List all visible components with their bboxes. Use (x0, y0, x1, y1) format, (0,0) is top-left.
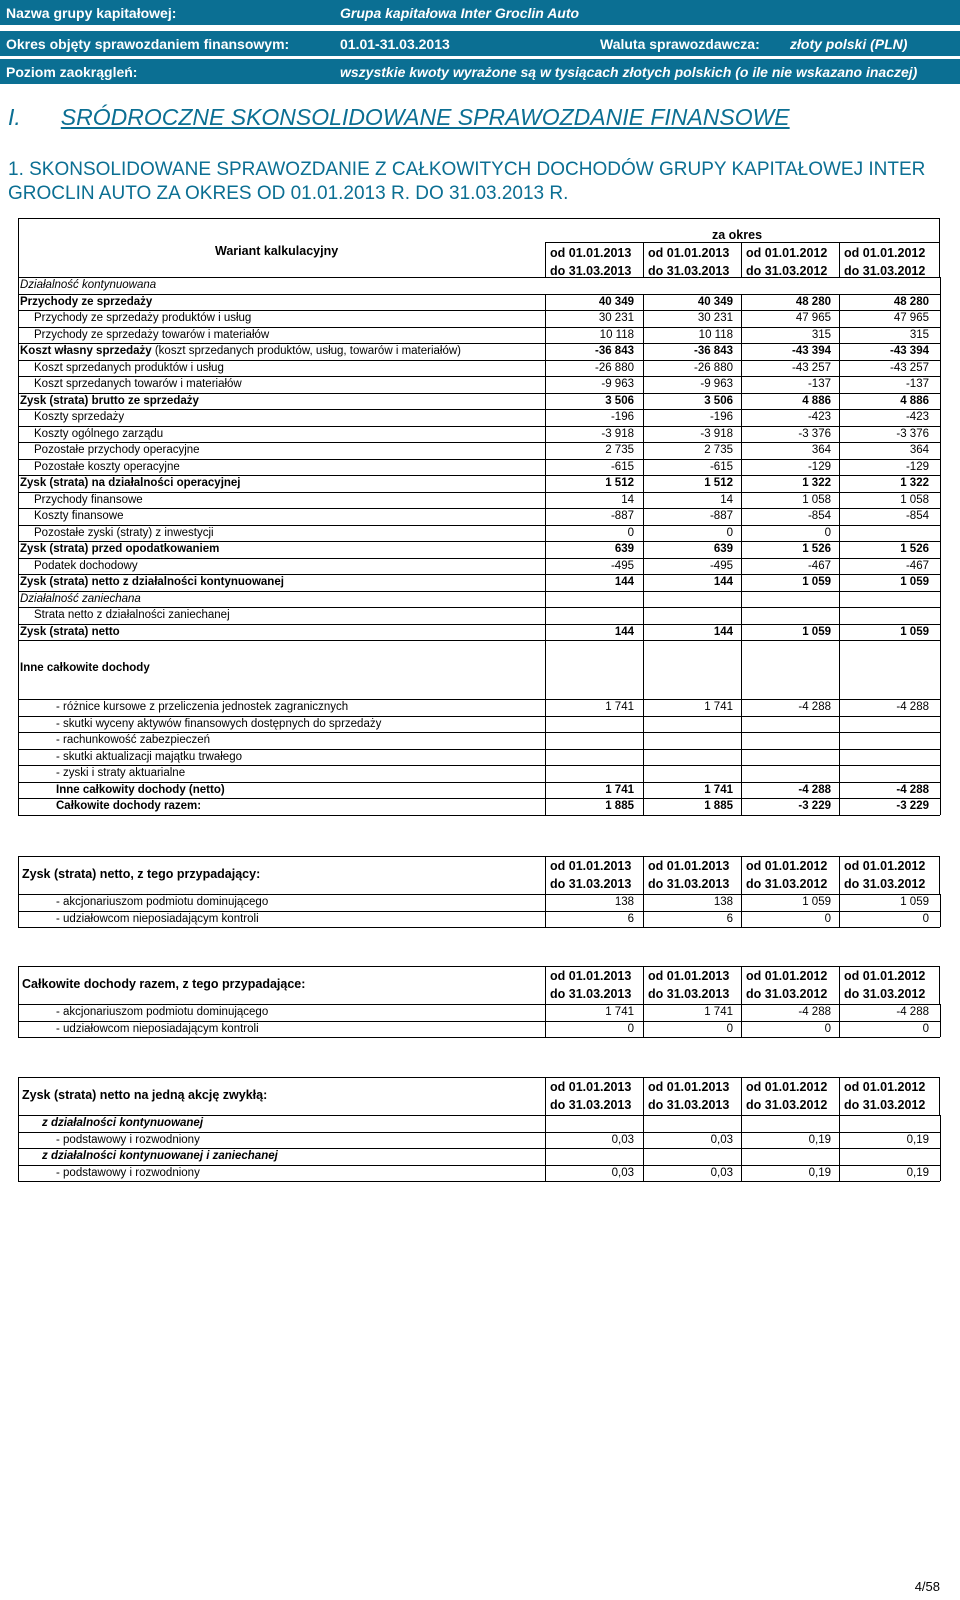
table-cell-value: -26 880 (594, 361, 634, 374)
table-cell-value: -3 376 (798, 427, 831, 440)
grid-line (643, 1004, 644, 1037)
grid-line (545, 242, 546, 277)
table-cell-value: -423 (905, 411, 929, 423)
period-header: do 31.03.2012 (844, 987, 926, 1001)
grid-line (545, 294, 546, 641)
table-cell-value: 40 349 (598, 295, 634, 308)
table-cell-value: -423 (807, 411, 831, 423)
row-label-text: Zysk (strata) netto (20, 625, 120, 638)
grid-line (18, 277, 19, 640)
table-cell-value: 1 526 (802, 543, 831, 555)
table-cell-value: 0,19 (808, 1166, 831, 1179)
period-header: do 31.03.2013 (648, 264, 730, 278)
table-cell-value: 1 322 (802, 477, 831, 489)
table-cell-value: -3 229 (798, 800, 831, 812)
table-cell-value: 138 (614, 896, 634, 908)
table-cell-value: -9 963 (601, 378, 634, 390)
period-header: od 01.01.2012 (844, 859, 926, 873)
table-row-label: - rachunkowość zabezpieczeń (56, 734, 211, 746)
table-cell-value: -4 288 (798, 783, 831, 796)
row-label-text: Podatek dochodowy (34, 559, 138, 572)
table-row-label (34, 376, 242, 392)
grid-line (545, 966, 546, 1004)
table-cell-value: 10 118 (698, 328, 733, 341)
table-cell-value: 639 (614, 543, 634, 555)
table-row-label (20, 624, 120, 640)
table-cell-value: -196 (709, 411, 733, 423)
table-cell-value: 1 885 (605, 800, 634, 812)
table-cell-value: 1 741 (704, 783, 733, 796)
period-header: od 01.01.2013 (550, 969, 632, 983)
table-row-label (20, 574, 284, 590)
period-header: do 31.03.2012 (844, 1098, 926, 1112)
grid-line (18, 927, 940, 928)
table-row-label (34, 409, 124, 425)
table-cell-value: -4 288 (798, 701, 831, 713)
period-header: do 31.03.2012 (746, 877, 828, 891)
table-cell-value: -4 288 (798, 1006, 831, 1018)
row-label-text: Strata netto z działalności zaniechanej (34, 609, 230, 621)
table-cell-value: 0 (726, 1022, 733, 1035)
table-cell-value: 47 965 (795, 312, 831, 324)
table-cell-value: -3 918 (700, 427, 733, 440)
section-title (8, 104, 790, 131)
table-cell-value: -495 (709, 559, 733, 572)
table-cell-value: 3 506 (704, 394, 733, 407)
table-cell-value: 1 059 (900, 576, 929, 588)
period-header: od 01.01.2012 (844, 1080, 926, 1094)
table-cell-value: 1 059 (802, 625, 831, 638)
table-cell-value: 1 741 (605, 701, 634, 713)
table-cell-value: 0,19 (808, 1133, 831, 1146)
table-cell-value: 0 (824, 1022, 831, 1035)
grid-line (18, 1181, 940, 1182)
table-cell-value: -26 880 (693, 361, 733, 374)
grid-line (839, 1115, 840, 1181)
table-row-label: - podstawowy i rozwodniony (56, 1133, 200, 1146)
table-cell-value: 2 735 (704, 444, 733, 456)
table-cell-value: 138 (713, 896, 733, 908)
table-cell-value: 10 118 (599, 328, 634, 341)
table-row-label: - udziałowcom nieposiadającym kontroli (56, 1022, 259, 1035)
table-cell-value: 40 349 (697, 295, 733, 308)
table-cell-value: 0,03 (611, 1166, 634, 1179)
table-cell-value: -43 394 (791, 345, 831, 357)
section-title-text: SRÓDROCZNE SKONSOLIDOWANE SPRAWOZDANIE FINANSOWE (60, 104, 790, 130)
period-header: do 31.03.2013 (550, 1098, 632, 1112)
table-row-label (34, 360, 224, 376)
table-cell-value: -3 918 (601, 427, 634, 440)
table-cell-value: 14 (720, 493, 733, 506)
table-cell-value: 48 280 (795, 295, 831, 308)
table-cell-value: -9 963 (700, 378, 733, 390)
table-row-label (20, 277, 156, 293)
grid-line (839, 894, 840, 927)
table-cell-value: -615 (610, 460, 634, 473)
table-title: Zysk (strata) netto, z tego przypadający: (22, 867, 261, 881)
table-cell-value: 1 885 (704, 800, 733, 812)
table-row-label (34, 459, 180, 475)
grid-line (741, 1077, 742, 1115)
grid-line (18, 1037, 940, 1038)
row-label-text: Koszt własny sprzedaży (20, 345, 152, 357)
row-label-text: Koszt sprzedanych towarów i materiałów (34, 378, 242, 390)
table-cell-value: 47 965 (893, 312, 929, 324)
table-cell-value: -196 (610, 411, 634, 423)
grid-line (741, 242, 742, 277)
table-row-label: - podstawowy i rozwodniony (56, 1166, 200, 1179)
group-value: Grupa kapitałowa Inter Groclin Auto (340, 5, 580, 21)
table-cell-value: 1 058 (900, 493, 929, 506)
period-header: do 31.03.2012 (844, 877, 926, 891)
table-cell-value: -4 288 (896, 1006, 929, 1018)
period-header: od 01.01.2012 (746, 859, 828, 873)
grid-line (643, 1115, 644, 1181)
table-cell-value: 4 886 (900, 394, 929, 407)
table-row-label: - akcjonariuszom podmiotu dominującego (56, 896, 269, 908)
grid-line (839, 242, 840, 277)
grid-line (545, 640, 546, 815)
table-row-label (34, 492, 143, 508)
grid-line (643, 640, 644, 815)
period-value: 01.01-31.03.2013 (340, 36, 450, 52)
grid-line (18, 815, 940, 816)
period-header: do 31.03.2012 (746, 987, 828, 1001)
grid-line (18, 1004, 19, 1037)
grid-line (839, 1004, 840, 1037)
grid-line (839, 966, 840, 1004)
table-row-label (34, 442, 200, 458)
grid-line (643, 1077, 644, 1115)
table-cell-value: 1 741 (704, 701, 733, 713)
row-label-text: Koszty ogólnego zarządu (34, 427, 164, 440)
table-row-label (34, 327, 269, 343)
table-cell-value: 1 741 (605, 783, 634, 796)
row-label-text: Zysk (strata) netto z działalności kontynuowanej (20, 576, 284, 588)
grid-line (940, 894, 941, 927)
table-cell-value: 1 741 (704, 1006, 733, 1018)
table-cell-value: 6 (726, 912, 733, 925)
table-cell-value: 4 886 (802, 394, 831, 407)
header-row-period (0, 31, 960, 57)
period-header: do 31.03.2012 (844, 264, 926, 278)
row-label-text: Pozostałe zyski (straty) z inwestycji (34, 526, 214, 539)
period-header: do 31.03.2012 (746, 264, 828, 278)
period-header: od 01.01.2012 (746, 246, 828, 260)
table-cell-value: 1 526 (900, 543, 929, 555)
table-cell-value: 48 280 (893, 295, 929, 308)
table-row-label (34, 310, 251, 326)
period-header: od 01.01.2012 (844, 246, 926, 260)
table-cell-value: 14 (621, 493, 634, 506)
table-cell-value: 0,03 (611, 1133, 634, 1146)
period-header: do 31.03.2013 (648, 877, 730, 891)
table-row-label: z działalności kontynuowanej i zaniechanej (42, 1150, 278, 1162)
page-number: 4/58 (914, 1579, 940, 1594)
grid-line (940, 1004, 941, 1037)
table-cell-value: 364 (811, 444, 831, 456)
table-row-label (34, 525, 214, 541)
row-label-text: Koszty finansowe (34, 510, 124, 522)
table-cell-value: 315 (811, 328, 831, 341)
grid-line (940, 277, 941, 640)
grid-line (18, 591, 940, 592)
table-cell-value: -137 (905, 378, 929, 390)
za-okres-label: za okres (712, 228, 763, 242)
table-row-label (20, 393, 199, 409)
grid-line (741, 294, 742, 641)
grid-line (741, 966, 742, 1004)
grid-line (18, 640, 19, 815)
table-cell-value: -467 (905, 559, 929, 572)
table-cell-value: -36 843 (594, 345, 634, 357)
table-cell-value: -467 (807, 559, 831, 572)
table-row-label: - różnice kursowe z przeliczenia jednostek zagranicznych (56, 701, 349, 713)
header-row-group (0, 0, 960, 26)
grid-line (545, 1077, 546, 1115)
table-cell-value: 30 231 (697, 312, 733, 324)
grid-line (741, 640, 742, 815)
row-label-text: Koszt sprzedanych produktów i usług (34, 361, 224, 374)
grid-line (545, 1115, 546, 1181)
period-header: od 01.01.2013 (648, 246, 730, 260)
row-label-text: Koszty sprzedaży (34, 411, 125, 423)
other-income-label: Inne całkowite dochody (20, 662, 150, 674)
table-row-label (34, 558, 138, 574)
row-label-text: Przychody ze sprzedaży towarów i materiałów (34, 328, 270, 341)
grid-line (643, 894, 644, 927)
grid-line (839, 294, 840, 641)
rounding-value: wszystkie kwoty wyrażone są w tysiącach złotych polskich (o ile nie wskazano inaczej) (340, 64, 918, 80)
row-label-text: Przychody ze sprzedaży (20, 295, 153, 308)
table-cell-value: 144 (713, 625, 733, 638)
table-cell-value: 1 059 (802, 576, 831, 588)
table-cell-value: 0,19 (906, 1166, 929, 1179)
grid-line (545, 242, 940, 243)
grid-line (643, 294, 644, 641)
table-cell-value: 1 059 (802, 896, 831, 908)
table-cell-value: 144 (713, 576, 733, 588)
table-cell-value: 2 735 (605, 444, 634, 456)
grid-line (839, 1077, 840, 1115)
table-row-label: - skutki aktualizacji majątku trwałego (56, 750, 242, 763)
table-cell-value: -36 843 (693, 345, 733, 357)
row-label-text: Zysk (strata) brutto ze sprzedaży (20, 394, 199, 407)
table-cell-value: 30 231 (598, 312, 634, 324)
section-number: I. (8, 104, 21, 130)
statement-title: 1. SKONSOLIDOWANE SPRAWOZDANIE Z CAŁKOWITYCH DOCHODÓW GRUPY KAPITAŁOWEJ INTER GROCLIN AUTO ZA OKRES OD 01.01.2013 R. DO 31.03.2013 R. (8, 159, 926, 204)
grid-line (643, 966, 644, 1004)
grid-line (18, 640, 940, 641)
table-cell-value: 3 506 (605, 394, 634, 407)
table-cell-value: -3 376 (896, 427, 929, 440)
variant-label: Wariant kalkulacyjny (215, 244, 339, 258)
grid-line (18, 1115, 19, 1181)
table-cell-value: 1 512 (704, 477, 733, 489)
currency-label: Waluta sprawozdawcza: (600, 36, 760, 52)
row-label-text: Przychody finansowe (34, 493, 143, 506)
table-row-label (20, 294, 152, 310)
table-cell-value: -43 257 (889, 361, 929, 374)
rounding-label: Poziom zaokrągleń: (6, 64, 138, 80)
row-label-text: Pozostałe koszty operacyjne (34, 460, 180, 473)
table-title: Całkowite dochody razem, z tego przypadające: (22, 977, 306, 991)
grid-line (940, 1115, 941, 1181)
table-row-label: z działalności kontynuowanej (42, 1117, 204, 1129)
table-cell-value: -129 (807, 460, 831, 473)
currency-value: złoty polski (PLN) (790, 36, 908, 52)
row-label-text: Zysk (strata) przed opodatkowaniem (20, 543, 220, 555)
period-header: do 31.03.2013 (550, 877, 632, 891)
header-row-rounding (0, 59, 960, 85)
table-row-label (20, 591, 141, 607)
grid-line (839, 856, 840, 894)
table-cell-value: -887 (610, 510, 634, 522)
table-cell-value: 0 (824, 526, 831, 539)
row-label-suffix: (koszt sprzedanych produktów, usług, towarów i materiałów) (151, 345, 462, 357)
table-cell-value: 0 (922, 1022, 929, 1035)
grid-line (643, 242, 644, 277)
period-header: od 01.01.2013 (648, 859, 730, 873)
grid-line (741, 1004, 742, 1037)
row-label-text: Pozostałe przychody operacyjne (34, 444, 200, 456)
period-header: od 01.01.2013 (550, 859, 632, 873)
grid-line (545, 1004, 546, 1037)
table-cell-value: -887 (709, 510, 733, 522)
table-cell-value: -43 394 (889, 345, 929, 357)
row-label-text: Działalność kontynuowana (20, 279, 157, 291)
period-header: od 01.01.2013 (550, 1080, 632, 1094)
table-row-label (20, 343, 461, 359)
table-row-label (20, 475, 241, 491)
table-row-label (34, 426, 163, 442)
table-title: Zysk (strata) netto na jedną akcję zwykłą: (22, 1088, 268, 1102)
row-label-text: Zysk (strata) na działalności operacyjnej (20, 477, 241, 489)
period-header: do 31.03.2013 (648, 1098, 730, 1112)
period-header: od 01.01.2012 (746, 1080, 828, 1094)
table-row-label: Inne całkowity dochody (netto) (56, 783, 225, 796)
table-cell-value: -3 229 (896, 800, 929, 812)
grid-line (545, 856, 546, 894)
group-label: Nazwa grupy kapitałowej: (6, 5, 177, 21)
period-header: do 31.03.2013 (550, 264, 632, 278)
table-cell-value: 0,03 (710, 1166, 733, 1179)
row-label-text: Przychody ze sprzedaży produktów i usług (34, 312, 252, 324)
table-row-label: - zyski i straty aktuarialne (56, 767, 186, 779)
table-cell-value: -854 (807, 510, 831, 522)
table-cell-value: 0 (726, 526, 733, 539)
table-cell-value: 0 (922, 912, 929, 925)
grid-line (741, 856, 742, 894)
table-row-label (20, 541, 219, 557)
table-row-label: - udziałowcom nieposiadającym kontroli (56, 912, 259, 925)
period-header: do 31.03.2013 (648, 987, 730, 1001)
grid-line (741, 894, 742, 927)
table-cell-value: 0,03 (710, 1133, 733, 1146)
table-cell-value: -4 288 (896, 783, 929, 796)
period-header: od 01.01.2012 (844, 969, 926, 983)
table-cell-value: 144 (614, 576, 634, 588)
grid-line (741, 1115, 742, 1181)
table-cell-value: -4 288 (896, 701, 929, 713)
table-cell-value: 0,19 (906, 1133, 929, 1146)
table-cell-value: 6 (627, 912, 634, 925)
period-header: od 01.01.2012 (746, 969, 828, 983)
table-row-label (34, 508, 124, 524)
period-header: do 31.03.2013 (550, 987, 632, 1001)
table-cell-value: 1 058 (802, 493, 831, 506)
table-cell-value: 364 (909, 444, 929, 456)
table-row-label: - skutki wyceny aktywów finansowych dostępnych do sprzedaży (56, 717, 382, 730)
grid-line (940, 640, 941, 815)
table-cell-value: -854 (905, 510, 929, 522)
row-label-text: Działalność zaniechana (20, 592, 141, 605)
period-header: od 01.01.2013 (648, 1080, 730, 1094)
table-cell-value: 1 512 (605, 477, 634, 489)
table-cell-value: 1 741 (605, 1006, 634, 1018)
period-label: Okres objęty sprawozdaniem finansowym: (6, 36, 290, 52)
table-cell-value: 639 (713, 543, 733, 555)
table-cell-value: 0 (824, 912, 831, 925)
table-cell-value: 0 (627, 526, 634, 539)
grid-line (839, 640, 840, 815)
period-header: do 31.03.2012 (746, 1098, 828, 1112)
table-cell-value: -137 (807, 378, 831, 390)
period-header: od 01.01.2013 (550, 246, 632, 260)
table-cell-value: 144 (614, 625, 634, 638)
table-row-label (34, 607, 230, 623)
table-cell-value: 1 059 (900, 625, 929, 638)
table-cell-value: 315 (909, 328, 929, 341)
table-cell-value: -495 (610, 559, 634, 572)
table-cell-value: -43 257 (791, 361, 831, 374)
table-cell-value: -615 (709, 460, 733, 473)
table-cell-value: -129 (905, 460, 929, 473)
table-cell-value: 1 059 (900, 896, 929, 908)
grid-line (18, 894, 19, 927)
table-cell-value: 0 (627, 1022, 634, 1035)
grid-line (643, 856, 644, 894)
table-row-label: - akcjonariuszom podmiotu dominującego (56, 1006, 269, 1018)
grid-line (545, 894, 546, 927)
period-header: od 01.01.2013 (648, 969, 730, 983)
table-cell-value: 1 322 (900, 477, 929, 489)
table-row-label: Całkowite dochody razem: (56, 800, 202, 812)
